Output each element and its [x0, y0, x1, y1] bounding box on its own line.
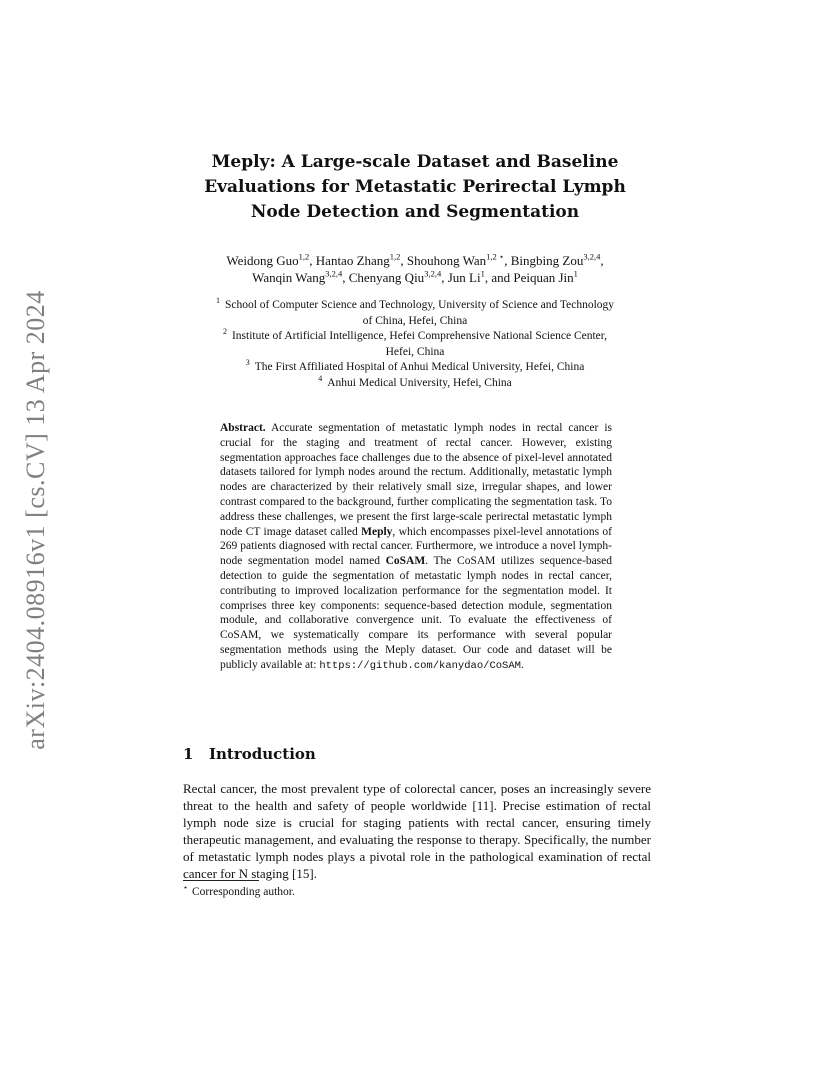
author-affiliation-mark: 1,2 ⋆: [486, 251, 505, 262]
affiliation-number: 3: [245, 358, 250, 368]
section-title: Introduction: [209, 745, 316, 763]
affiliation-number: 4: [318, 373, 323, 383]
abstract-text: , which encompasses pixel-level annotations of 269 patients diagnosed with rectal cancer. Furthermore, we introduce a novel lymph-node segmentation model named: [220, 525, 612, 568]
author-affiliation-mark: 3,2,4: [325, 268, 343, 279]
footnote-rule: [183, 880, 259, 881]
affiliation-text: Anhui Medical University, Hefei, China: [327, 376, 512, 389]
affiliation-4: [170, 373, 660, 392]
affiliation-list: [170, 298, 660, 391]
abstract-label: Abstract.: [220, 422, 266, 434]
arxiv-identifier-text: arXiv:2404.08916v1 [cs.CV] 13 Apr 2024: [21, 290, 50, 750]
author-affiliation-mark: 3,2,4: [424, 268, 442, 279]
affiliation-number: 2: [222, 327, 227, 337]
title-line: Meply: A Large-scale Dataset and Baseline: [211, 152, 619, 172]
affiliation-text: School of Computer Science and Technology, University of Science and Technology: [224, 299, 615, 311]
dataset-name: Meply: [361, 525, 393, 538]
author-affiliation-mark: 1: [480, 268, 485, 279]
section-heading-introduction: [183, 744, 653, 764]
author-name: , Bingbing Zou: [504, 253, 584, 268]
affiliation-text: The First Affiliated Hospital of Anhui Medical University, Hefei, China: [254, 361, 585, 373]
author-name: , Chenyang Qiu: [342, 270, 425, 285]
affiliation-number: 1: [215, 296, 220, 306]
arxiv-identifier-stamp: [14, 285, 58, 755]
footnote: [183, 885, 653, 900]
model-name: CoSAM: [385, 555, 426, 568]
footnote-mark: ⋆: [183, 883, 189, 893]
footnote-text: Corresponding author.: [192, 886, 295, 898]
author-list: [170, 252, 660, 286]
abstract-text: Accurate segmentation of metastatic lymph nodes in rectal cancer is crucial for the staging and treatment of rectal cancer. However, existing segmentation approaches face challenges due to the absence of pixel-level annotated datasets tailored for lymph nodes around the rectum. Additionally, metastatic lymph nodes are characterized by their relatively small size, irregular shapes, and lower contrast compared to the background, further complicating the segmentation task. To address these challenges, we present the first large-scale perirectal metastatic lymph node CT image dataset called: [220, 422, 612, 538]
author-name: Weidong Guo: [226, 253, 299, 268]
paper-title: [160, 150, 670, 225]
author-name: , and Peiquan Jin: [484, 270, 574, 285]
affiliation-text: Hefei, China: [385, 345, 445, 358]
author-name: Wanqin Wang: [252, 270, 326, 285]
affiliation-3: [170, 360, 660, 376]
author-line: [170, 269, 660, 286]
affiliation-1: [170, 298, 660, 329]
author-name: , Jun Li: [441, 270, 481, 285]
author-affiliation-mark: 1,2: [389, 251, 401, 262]
title-line: Evaluations for Metastatic Perirectal Lymph: [204, 177, 626, 197]
author-affiliation-mark: 3,2,4: [583, 251, 601, 262]
author-separator: ,: [600, 253, 604, 268]
affiliation-2: [170, 329, 660, 360]
abstract-text: .: [520, 658, 524, 671]
abstract-text: . The CoSAM utilizes sequence-based detection to guide the segmentation of metastatic lymph nodes in rectal cancer, contributing to improved localization performance for the segmentation model. It comprises three key components: sequence-based detection module, segmentation module, and collaborative convergence unit. To evaluate the effectiveness of CoSAM, we systematically compare its performance with several popular segmentation methods using the Meply dataset. Our code and dataset will be publicly available at:: [220, 555, 612, 671]
affiliation-text: Institute of Artificial Intelligence, Hefei Comprehensive National Science Center,: [231, 330, 608, 342]
code-url-link[interactable]: https://github.com/kanydao/CoSAM: [319, 659, 521, 672]
abstract: [220, 421, 612, 674]
author-affiliation-mark: 1,2: [298, 251, 310, 262]
author-name: , Hantao Zhang: [309, 253, 390, 268]
author-name: , Shouhong Wan: [400, 253, 487, 268]
title-line: Node Detection and Segmentation: [250, 202, 580, 222]
introduction-paragraph: Rectal cancer, the most prevalent type of colorectal cancer, poses an increasingly severe threat to the health and safety of people worldwide [11]. Precise estimation of rectal lymph node size is crucial for staging patients with rectal cancer, ensuring timely therapeutic management, and evaluating the response to therapy. Specifically, the number of metastatic lymph nodes plays a pivotal role in the pathological examination of rectal cancer for N staging [15].: [183, 781, 651, 881]
author-line: [170, 252, 660, 269]
section-number: 1: [183, 745, 194, 763]
author-affiliation-mark: 1: [573, 268, 578, 279]
affiliation-text: of China, Hefei, China: [362, 314, 468, 327]
